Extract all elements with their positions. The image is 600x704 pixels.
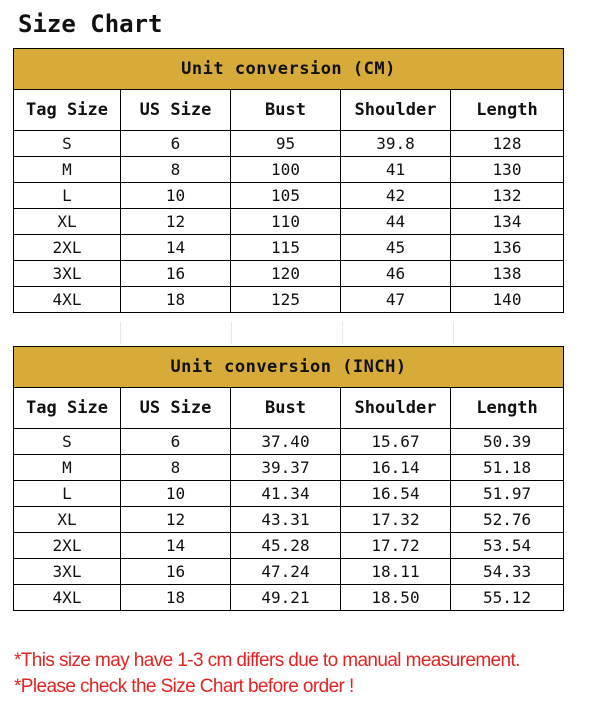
table-cell: 105 (231, 183, 341, 209)
table-cell: 55.12 (451, 585, 564, 611)
table-cell: 17.72 (341, 533, 451, 559)
column-header: Tag Size (14, 388, 121, 429)
page-title: Size Chart (18, 10, 163, 38)
header-row (14, 388, 564, 429)
table-cell: S (14, 429, 121, 455)
table-row (14, 455, 564, 481)
table-cell: 54.33 (451, 559, 564, 585)
table-cell: 14 (121, 235, 231, 261)
table-cell: 100 (231, 157, 341, 183)
table-cell: 128 (451, 131, 564, 157)
table-cell: 44 (341, 209, 451, 235)
table-cell: 42 (341, 183, 451, 209)
table-row (14, 481, 564, 507)
table-cell: 3XL (14, 559, 121, 585)
table-row (14, 559, 564, 585)
table-cell: 18 (121, 585, 231, 611)
column-header: Bust (231, 90, 341, 131)
table-cell: 3XL (14, 261, 121, 287)
column-header: Shoulder (341, 90, 451, 131)
table-cell: 120 (231, 261, 341, 287)
table-cell: 39.37 (231, 455, 341, 481)
table-cell: 10 (121, 183, 231, 209)
table-cell: 41.34 (231, 481, 341, 507)
table-cell: 134 (451, 209, 564, 235)
table-cell: 47 (341, 287, 451, 313)
table-row (14, 131, 564, 157)
column-header: Shoulder (341, 388, 451, 429)
table-cell: 41 (341, 157, 451, 183)
column-header: Length (451, 90, 564, 131)
column-header: Tag Size (14, 90, 121, 131)
table-cell: 45 (341, 235, 451, 261)
table-cell: 8 (121, 157, 231, 183)
table-cell: 2XL (14, 235, 121, 261)
table-cell: S (14, 131, 121, 157)
size-table-cm (13, 48, 564, 313)
table-cell: 130 (451, 157, 564, 183)
header-row (14, 90, 564, 131)
table-cell: 18 (121, 287, 231, 313)
table-cell: 46 (341, 261, 451, 287)
column-header: US Size (121, 90, 231, 131)
table-cell: 4XL (14, 585, 121, 611)
table-row (14, 261, 564, 287)
table-cell: 136 (451, 235, 564, 261)
column-header: US Size (121, 388, 231, 429)
note-line: *This size may have 1-3 cm differs due to manual measurement. (14, 650, 520, 671)
table-cell: M (14, 157, 121, 183)
table-cell: 15.67 (341, 429, 451, 455)
table-row (14, 183, 564, 209)
table-cell: 12 (121, 209, 231, 235)
table-cell: 43.31 (231, 507, 341, 533)
table-cell: M (14, 455, 121, 481)
notes (14, 648, 520, 700)
table-row (14, 157, 564, 183)
table-row (14, 585, 564, 611)
table-cell: L (14, 183, 121, 209)
table-cell: XL (14, 209, 121, 235)
table-title: Unit conversion (INCH) (14, 347, 564, 388)
table-cell: 16 (121, 559, 231, 585)
table-cell: 45.28 (231, 533, 341, 559)
table-cell: 37.40 (231, 429, 341, 455)
table-cell: 132 (451, 183, 564, 209)
table-cell: 52.76 (451, 507, 564, 533)
table-cell: 39.8 (341, 131, 451, 157)
table-cell: 16 (121, 261, 231, 287)
table-cell: 8 (121, 455, 231, 481)
table-cell: 6 (121, 131, 231, 157)
size-table-inch (13, 346, 564, 611)
table-title: Unit conversion (CM) (14, 49, 564, 90)
table-cell: 50.39 (451, 429, 564, 455)
table-cell: 110 (231, 209, 341, 235)
table-cell: 51.97 (451, 481, 564, 507)
table-cell: 17.32 (341, 507, 451, 533)
table-cell: 140 (451, 287, 564, 313)
table-cell: 16.14 (341, 455, 451, 481)
table-cell: 49.21 (231, 585, 341, 611)
table-cell: 14 (121, 533, 231, 559)
table-row (14, 429, 564, 455)
table-cell: 95 (231, 131, 341, 157)
table-cell: 51.18 (451, 455, 564, 481)
column-header: Length (451, 388, 564, 429)
table-cell: 18.11 (341, 559, 451, 585)
table-cell: 16.54 (341, 481, 451, 507)
table-cell: XL (14, 507, 121, 533)
column-header: Bust (231, 388, 341, 429)
table-cell: 53.54 (451, 533, 564, 559)
table-spacer (13, 322, 563, 344)
table-cell: 2XL (14, 533, 121, 559)
note-line: *Please check the Size Chart before order ! (14, 676, 354, 697)
table-cell: 6 (121, 429, 231, 455)
table-row (14, 235, 564, 261)
table-row (14, 533, 564, 559)
table-cell: 18.50 (341, 585, 451, 611)
table-cell: 4XL (14, 287, 121, 313)
table-cell: L (14, 481, 121, 507)
table-row (14, 209, 564, 235)
table-cell: 10 (121, 481, 231, 507)
table-cell: 12 (121, 507, 231, 533)
table-row (14, 507, 564, 533)
table-cell: 125 (231, 287, 341, 313)
table-cell: 47.24 (231, 559, 341, 585)
table-row (14, 287, 564, 313)
table-cell: 138 (451, 261, 564, 287)
table-cell: 115 (231, 235, 341, 261)
